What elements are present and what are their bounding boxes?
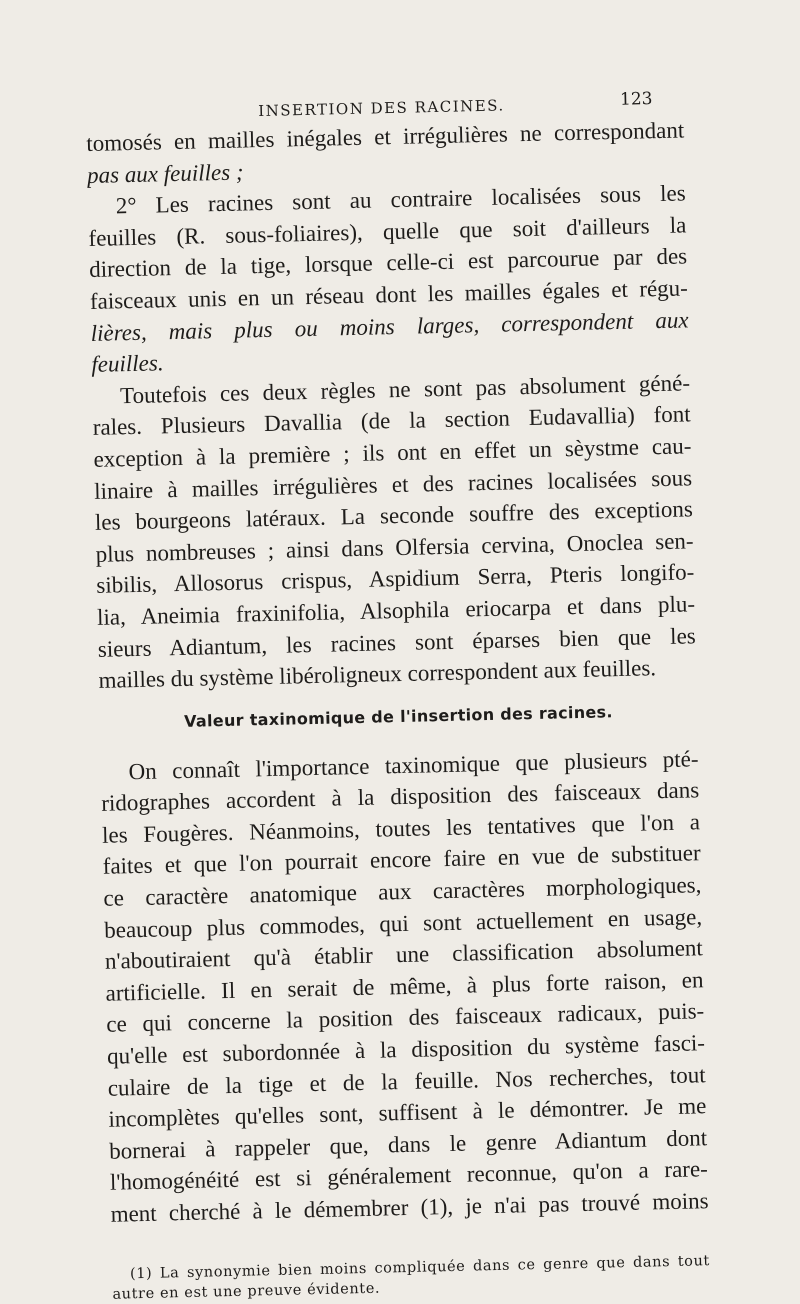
text-line: qu'elle est subordonnée à la disposition du système fasci- bbox=[106, 1030, 706, 1069]
text-line: les Fougères. Néanmoins, toutes les tentatives que l'on a bbox=[101, 809, 701, 848]
text-line: les bourgeons latéraux. La seconde souffre des exceptions bbox=[94, 496, 694, 536]
text-line: l'homogénéité est si généralement reconnue, qu'on a rare- bbox=[109, 1156, 709, 1196]
text-line: lières, mais plus ou moins larges, correspondent aux bbox=[90, 306, 689, 346]
text-line: sibilis, Allosorus crispus, Aspidium Serra, Pteris longifo- bbox=[96, 559, 695, 599]
text-line: exception à la première ; ils ont en effet un sèystme cau- bbox=[93, 433, 692, 472]
text-line: mailles du système libéroligneux correspondent aux feuilles. bbox=[98, 655, 657, 693]
text-line: artificielle. Il en serait de même, à plus forte raison, en bbox=[105, 967, 704, 1006]
text-line: pas aux feuilles ; bbox=[86, 159, 244, 188]
section-heading: Valeur taxinomique de l'insertion des racines. bbox=[183, 701, 613, 731]
text-line: On connaît l'importance taxinomique que plusieurs pté- bbox=[128, 745, 699, 784]
text-line: direction de la tige, lorsque celle-ci est parcourue par des bbox=[88, 243, 688, 283]
text-line: beaucoup plus commodes, qui sont actuellement en usage, bbox=[103, 903, 703, 943]
text-line: feuilles (R. sous-foliaires), quelle que soit d'ailleurs la bbox=[88, 212, 687, 251]
text-line: culaire de la tige et de la feuille. Nos recherches, tout bbox=[107, 1061, 706, 1101]
text-line: plus nombreuses ; ainsi dans Olfersia cervina, Onoclea sen- bbox=[95, 528, 694, 567]
text-line: n'aboutiraient qu'à établir une classification absolument bbox=[104, 935, 704, 975]
text-line: bornerai à rappeler que, dans le genre Adiantum dont bbox=[108, 1124, 708, 1164]
text-line: lia, Aneimia fraxinifolia, Alsophila eriocarpa et dans plu- bbox=[96, 591, 696, 630]
text-line: faisceaux unis en un réseau dont les mailles égales et régu- bbox=[89, 275, 689, 314]
paragraph-2 bbox=[92, 367, 697, 696]
text-line: incomplètes qu'elles sont, suffisent à le démontrer. Je me bbox=[108, 1093, 707, 1132]
text-line: ridographes accordent à la disposition des faisceaux dans bbox=[101, 777, 700, 817]
footnote-line: autre en est une preuve évidente. bbox=[112, 1280, 381, 1303]
text-line: ce qui concerne la position des faisceaux radicaux, puis- bbox=[106, 998, 705, 1038]
text-line: feuilles. bbox=[91, 350, 164, 378]
text-line: 2° Les racines sont au contraire localisées sous les bbox=[115, 180, 686, 219]
text-line: ce caractère anatomique aux caractères morphologiques, bbox=[103, 872, 702, 911]
text-line: rales. Plusieurs Davallia (de la section Eudavallia) font bbox=[92, 401, 691, 441]
text-line: Toutefois ces deux règles ne sont pas absolument géné- bbox=[119, 370, 691, 409]
footnote-line: (1) La synonymie bien moins compliquée dans ce genre que dans tout bbox=[129, 1252, 711, 1282]
text-line: tomosés en mailles inégales et irrégulières ne correspondant bbox=[86, 117, 685, 156]
text-line: linaire à mailles irrégulières et des racines localisées sous bbox=[93, 464, 693, 504]
page-number: 123 bbox=[619, 89, 653, 110]
text-line: sieurs Adiantum, les racines sont éparses bien que les bbox=[97, 622, 696, 662]
text-line: faites et que l'on pourrait encore faire en vue de substituer bbox=[102, 840, 701, 880]
paragraph-1 bbox=[86, 114, 690, 380]
body-text bbox=[86, 114, 711, 1304]
running-title: INSERTION DES RACINES. bbox=[258, 96, 505, 120]
paragraph-3 bbox=[100, 743, 709, 1230]
text-line: ment cherché à le démembrer (1), je n'ai pas trouvé moins bbox=[110, 1188, 709, 1227]
